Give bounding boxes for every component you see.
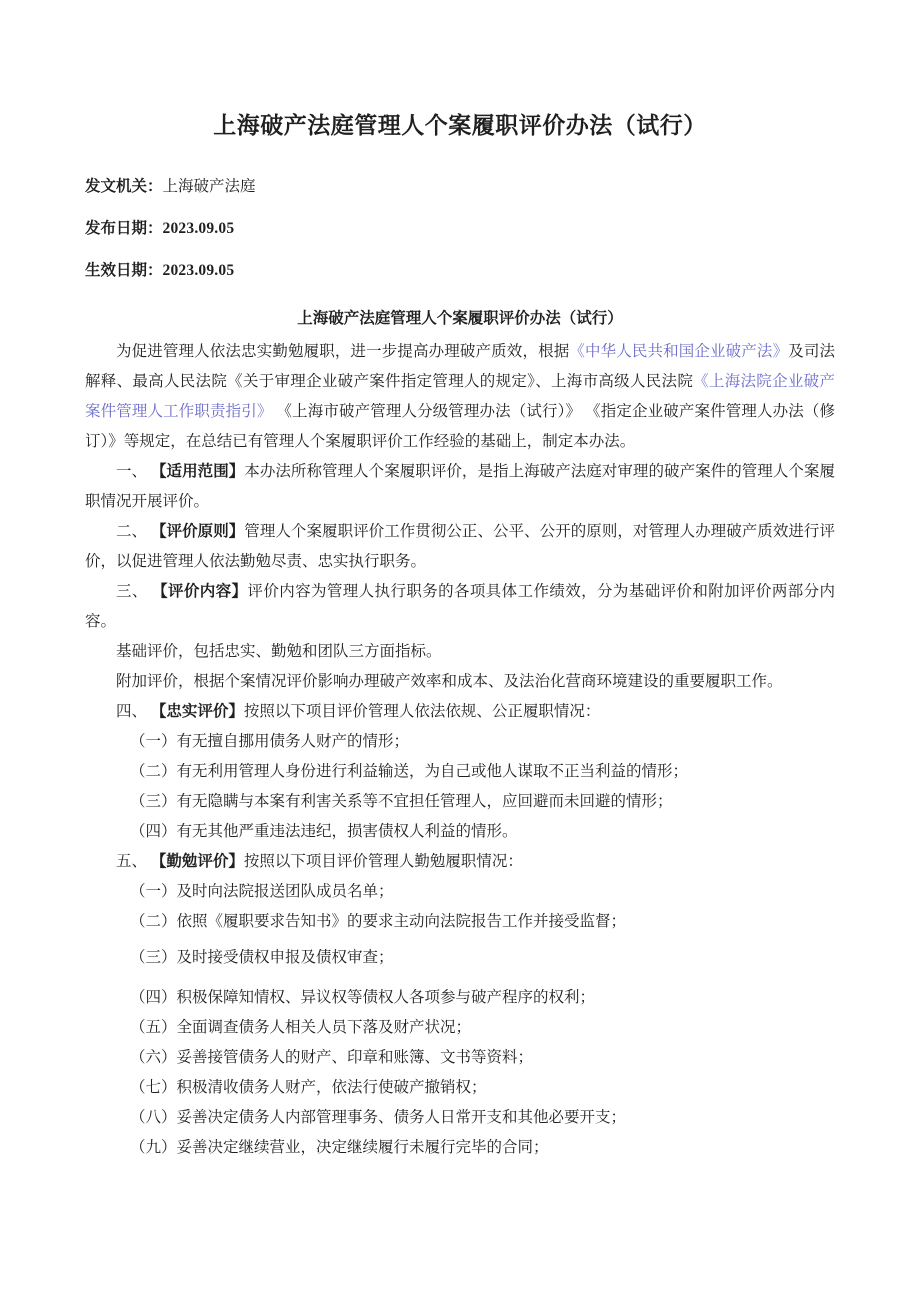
meta-block: [85, 176, 835, 282]
text-run: （一）有无擅自挪用债务人财产的情形；: [129, 733, 409, 750]
meta-issuing-authority-label: 发文机关：: [85, 178, 163, 195]
text-run: 五、: [116, 853, 151, 870]
text-run: 一、: [116, 463, 152, 480]
document-title: 上海破产法庭管理人个案履职评价办法（试行）: [213, 113, 707, 138]
text-run: 评价内容为管理人执行职务的各项具体工作绩效，分为基础评价和附加评价两部分内容。: [85, 583, 835, 630]
text-run: 四、: [116, 703, 151, 720]
item-4-loyalty: [85, 697, 835, 727]
text-run: （六）妥善接管债务人的财产、印章和账簿、文书等资料；: [129, 1049, 533, 1066]
emphasis-bracket-text: 【评价内容】: [152, 583, 248, 600]
sub-item-5-4: [85, 983, 835, 1013]
meta-publish-date-label: 发布日期：: [85, 220, 163, 237]
text-run: （一）及时向法院报送团队成员名单；: [129, 883, 394, 900]
sub-item-5-1: [85, 877, 835, 907]
emphasis-bracket-text: 【勤勉评价】: [150, 853, 244, 870]
text-run: （八）妥善决定债务人内部管理事务、债务人日常开支和其他必要开支；: [129, 1109, 626, 1126]
sub-item-5-6: [85, 1043, 835, 1073]
meta-publish-date: [85, 218, 835, 240]
text-run: （三）有无隐瞒与本案有利害关系等不宜担任管理人，应回避而未回避的情形；: [129, 793, 673, 810]
body-heading: 上海破产法庭管理人个案履职评价办法（试行）: [297, 310, 623, 327]
text-run: （九）妥善决定继续营业，决定继续履行未履行完毕的合同；: [129, 1139, 549, 1156]
sub-item-5-5: [85, 1013, 835, 1043]
intro-paragraph: [85, 337, 835, 457]
emphasis-bracket-text: 【忠实评价】: [150, 703, 244, 720]
sub-item-5-2: [85, 907, 835, 937]
para-basic-evaluation: [85, 637, 835, 667]
text-run: 《上海市破产管理人分级管理办法（试行）》 《指定企业破产案件管理人办法（修订）》等规定，在总结已有管理人个案履职评价工作经验的基础上，制定本办法。: [85, 403, 835, 450]
item-1-scope: [85, 457, 835, 517]
meta-effective-date-label: 生效日期：: [85, 262, 163, 279]
text-run: 三、: [116, 583, 153, 600]
text-run: 及司法解释、最高人民法院《关于审理企业破产案件指定管理人的规定》、上海市高级人民法院: [85, 343, 835, 390]
text-run: （三）及时接受债权申报及债权审查；: [129, 949, 394, 966]
para-additional-evaluation: [85, 667, 835, 697]
text-run: （二）依照《履职要求告知书》的要求主动向法院报告工作并接受监督；: [129, 913, 626, 930]
meta-issuing-authority: [85, 176, 835, 198]
text-run: （七）积极清收债务人财产，依法行使破产撤销权；: [129, 1079, 487, 1096]
text-run: 基础评价，包括忠实、勤勉和团队三方面指标。: [116, 643, 442, 660]
sub-item-4-4: [85, 817, 835, 847]
text-run: 管理人个案履职评价工作贯彻公正、公平、公开的原则，对管理人办理破产质效进行评价，以促进管理人依法勤勉尽责、忠实执行职务。: [85, 523, 835, 570]
text-run: （二）有无利用管理人身份进行利益输送，为自己或他人谋取不正当利益的情形；: [129, 763, 688, 780]
sub-item-5-7: [85, 1073, 835, 1103]
text-run: 附加评价，根据个案情况评价影响办理破产效率和成本、及法治化营商环境建设的重要履职工作。: [116, 673, 783, 690]
meta-effective-date: [85, 260, 835, 282]
text-run: （五）全面调查债务人相关人员下落及财产状况；: [129, 1019, 471, 1036]
meta-issuing-authority-value: 上海破产法庭: [162, 178, 256, 195]
text-run: 二、: [116, 523, 152, 540]
item-3-content: [85, 577, 835, 637]
sub-item-4-3: [85, 787, 835, 817]
text-run: （四）积极保障知情权、异议权等债权人各项参与破产程序的权利；: [129, 989, 595, 1006]
sub-item-5-3: [85, 943, 835, 973]
text-run: （四）有无其他严重违法违纪，损害债权人利益的情形。: [129, 823, 518, 840]
emphasis-bracket-text: 【评价原则】: [151, 523, 245, 540]
text-run: 按照以下项目评价管理人勤勉履职情况：: [243, 853, 523, 870]
text-run: 为促进管理人依法忠实勤勉履职，进一步提高办理破产质效，根据: [116, 343, 570, 360]
sub-item-5-9: [85, 1133, 835, 1163]
sub-item-4-1: [85, 727, 835, 757]
meta-effective-date-value: 2023.09.05: [162, 262, 235, 279]
emphasis-bracket-text: 【适用范围】: [151, 463, 245, 480]
reference-link[interactable]: 《上海法院企业破产案件管理人工作职责指引》: [85, 373, 835, 420]
item-5-diligence: [85, 847, 835, 877]
text-run: 本办法所称管理人个案履职评价，是指上海破产法庭对审理的破产案件的管理人个案履职情况开展评价。: [85, 463, 835, 510]
document-body: [85, 337, 835, 1163]
sub-item-5-8: [85, 1103, 835, 1133]
meta-publish-date-value: 2023.09.05: [162, 220, 235, 237]
text-run: 按照以下项目评价管理人依法依规、公正履职情况：: [243, 703, 601, 720]
item-2-principles: [85, 517, 835, 577]
reference-link[interactable]: 《中华人民共和国企业破产法》: [569, 343, 789, 360]
sub-item-4-2: [85, 757, 835, 787]
